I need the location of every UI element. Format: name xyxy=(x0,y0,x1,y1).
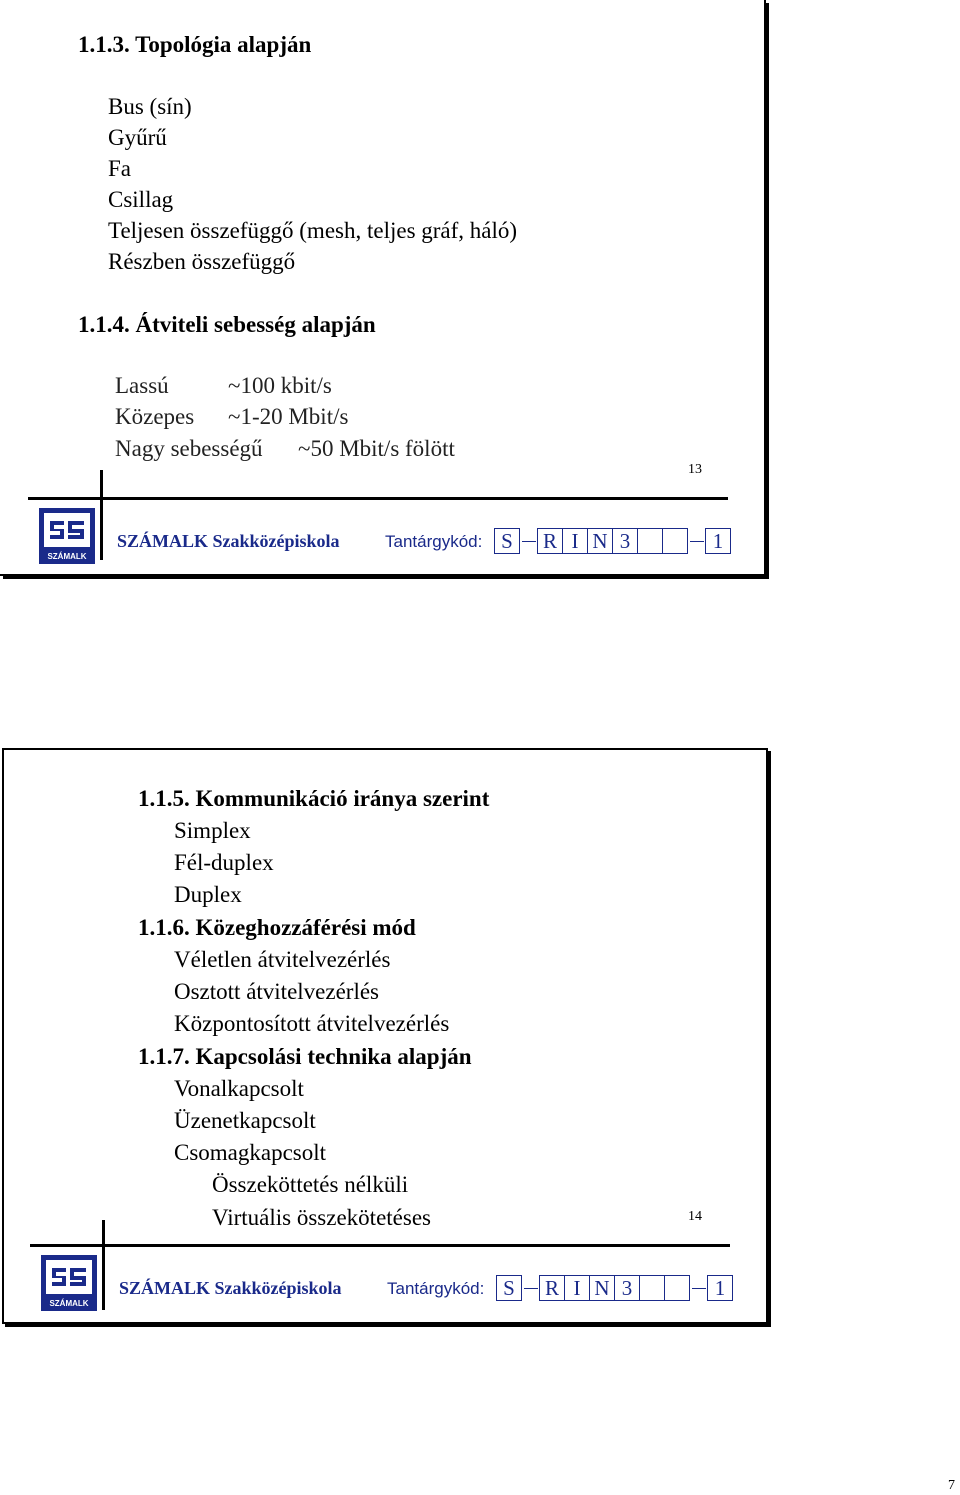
code-cell xyxy=(662,528,688,554)
list-item: Véletlen átvitelvezérlés xyxy=(174,947,391,972)
list-item: Duplex xyxy=(174,882,242,907)
code-cell: 3 xyxy=(614,1275,640,1301)
code-cell: N xyxy=(589,1275,615,1301)
list-item: Vonalkapcsolt xyxy=(174,1076,304,1101)
code-cell: R xyxy=(539,1275,565,1301)
code-cell: I xyxy=(562,528,588,554)
code-cell: R xyxy=(537,528,563,554)
logo-text: SZÁMALK xyxy=(47,552,87,561)
list-item: Fél-duplex xyxy=(174,850,274,875)
sub-list-item: Virtuális összekötetéses xyxy=(212,1205,431,1230)
code-cell xyxy=(637,528,663,554)
code-separator xyxy=(692,1288,706,1289)
list-item: Fa xyxy=(108,156,131,181)
code-cell: 3 xyxy=(612,528,638,554)
szamalk-logo-icon xyxy=(40,1254,98,1312)
list-item: Teljesen összefüggő (mesh, teljes gráf, háló) xyxy=(108,218,518,243)
code-cell xyxy=(639,1275,665,1301)
code-cell xyxy=(664,1275,690,1301)
logo-text: SZÁMALK xyxy=(49,1299,89,1308)
code-cell: 1 xyxy=(707,1275,733,1301)
subject-code-boxes xyxy=(497,1275,733,1301)
list-item: Csillag xyxy=(108,187,174,212)
speed-name: Közepes xyxy=(115,404,195,429)
list-item: Simplex xyxy=(174,818,251,843)
code-separator xyxy=(524,1288,538,1289)
list-item: Osztott átvitelvezérlés xyxy=(174,979,380,1004)
heading-topology: 1.1.3. Topológia alapján xyxy=(78,32,312,57)
code-cell: 1 xyxy=(705,528,731,554)
list-item: Bus (sín) xyxy=(108,94,192,119)
code-cell: N xyxy=(587,528,613,554)
list-item: Csomagkapcsolt xyxy=(174,1140,327,1165)
speed-name: Nagy sebességű xyxy=(115,436,263,461)
slide-13 xyxy=(0,0,766,576)
speed-value: ~50 Mbit/s fölött xyxy=(298,436,455,461)
code-cell: I xyxy=(564,1275,590,1301)
sub-list-item: Összeköttetés nélküli xyxy=(212,1172,409,1197)
heading-speed: 1.1.4. Átviteli sebesség alapján xyxy=(78,312,376,337)
footer-rule xyxy=(28,497,728,500)
szamalk-logo-icon xyxy=(38,507,96,565)
page-number: 14 xyxy=(688,1209,702,1224)
code-cell: S xyxy=(496,1275,522,1301)
speed-name: Lassú xyxy=(115,373,169,398)
subject-code-boxes xyxy=(495,528,731,554)
code-separator xyxy=(690,541,704,542)
section-heading: 1.1.7. Kapcsolási technika alapján xyxy=(138,1044,472,1069)
list-item: Részben összefüggő xyxy=(108,249,296,274)
list-item: Gyűrű xyxy=(108,125,167,150)
footer-rule xyxy=(30,1244,730,1247)
code-cell: S xyxy=(494,528,520,554)
page-number: 13 xyxy=(688,462,702,477)
section-heading: 1.1.5. Kommunikáció iránya szerint xyxy=(138,786,490,811)
subject-code-label: Tantárgykód: xyxy=(387,1279,485,1298)
school-name: SZÁMALK Szakközépiskola xyxy=(119,1278,342,1298)
subject-code-label: Tantárgykód: xyxy=(385,532,483,551)
slide-14 xyxy=(2,748,768,1324)
list-item: Üzenetkapcsolt xyxy=(174,1108,316,1133)
page-corner-number: 7 xyxy=(948,1478,955,1493)
footer-rule-vertical xyxy=(102,1220,105,1310)
speed-value: ~100 kbit/s xyxy=(228,373,332,398)
school-name: SZÁMALK Szakközépiskola xyxy=(117,531,340,551)
speed-value: ~1-20 Mbit/s xyxy=(228,404,349,429)
code-separator xyxy=(522,541,536,542)
section-heading: 1.1.6. Közeghozzáférési mód xyxy=(138,915,416,940)
list-item: Központosított átvitelvezérlés xyxy=(174,1011,450,1036)
footer-rule-vertical xyxy=(100,470,103,560)
